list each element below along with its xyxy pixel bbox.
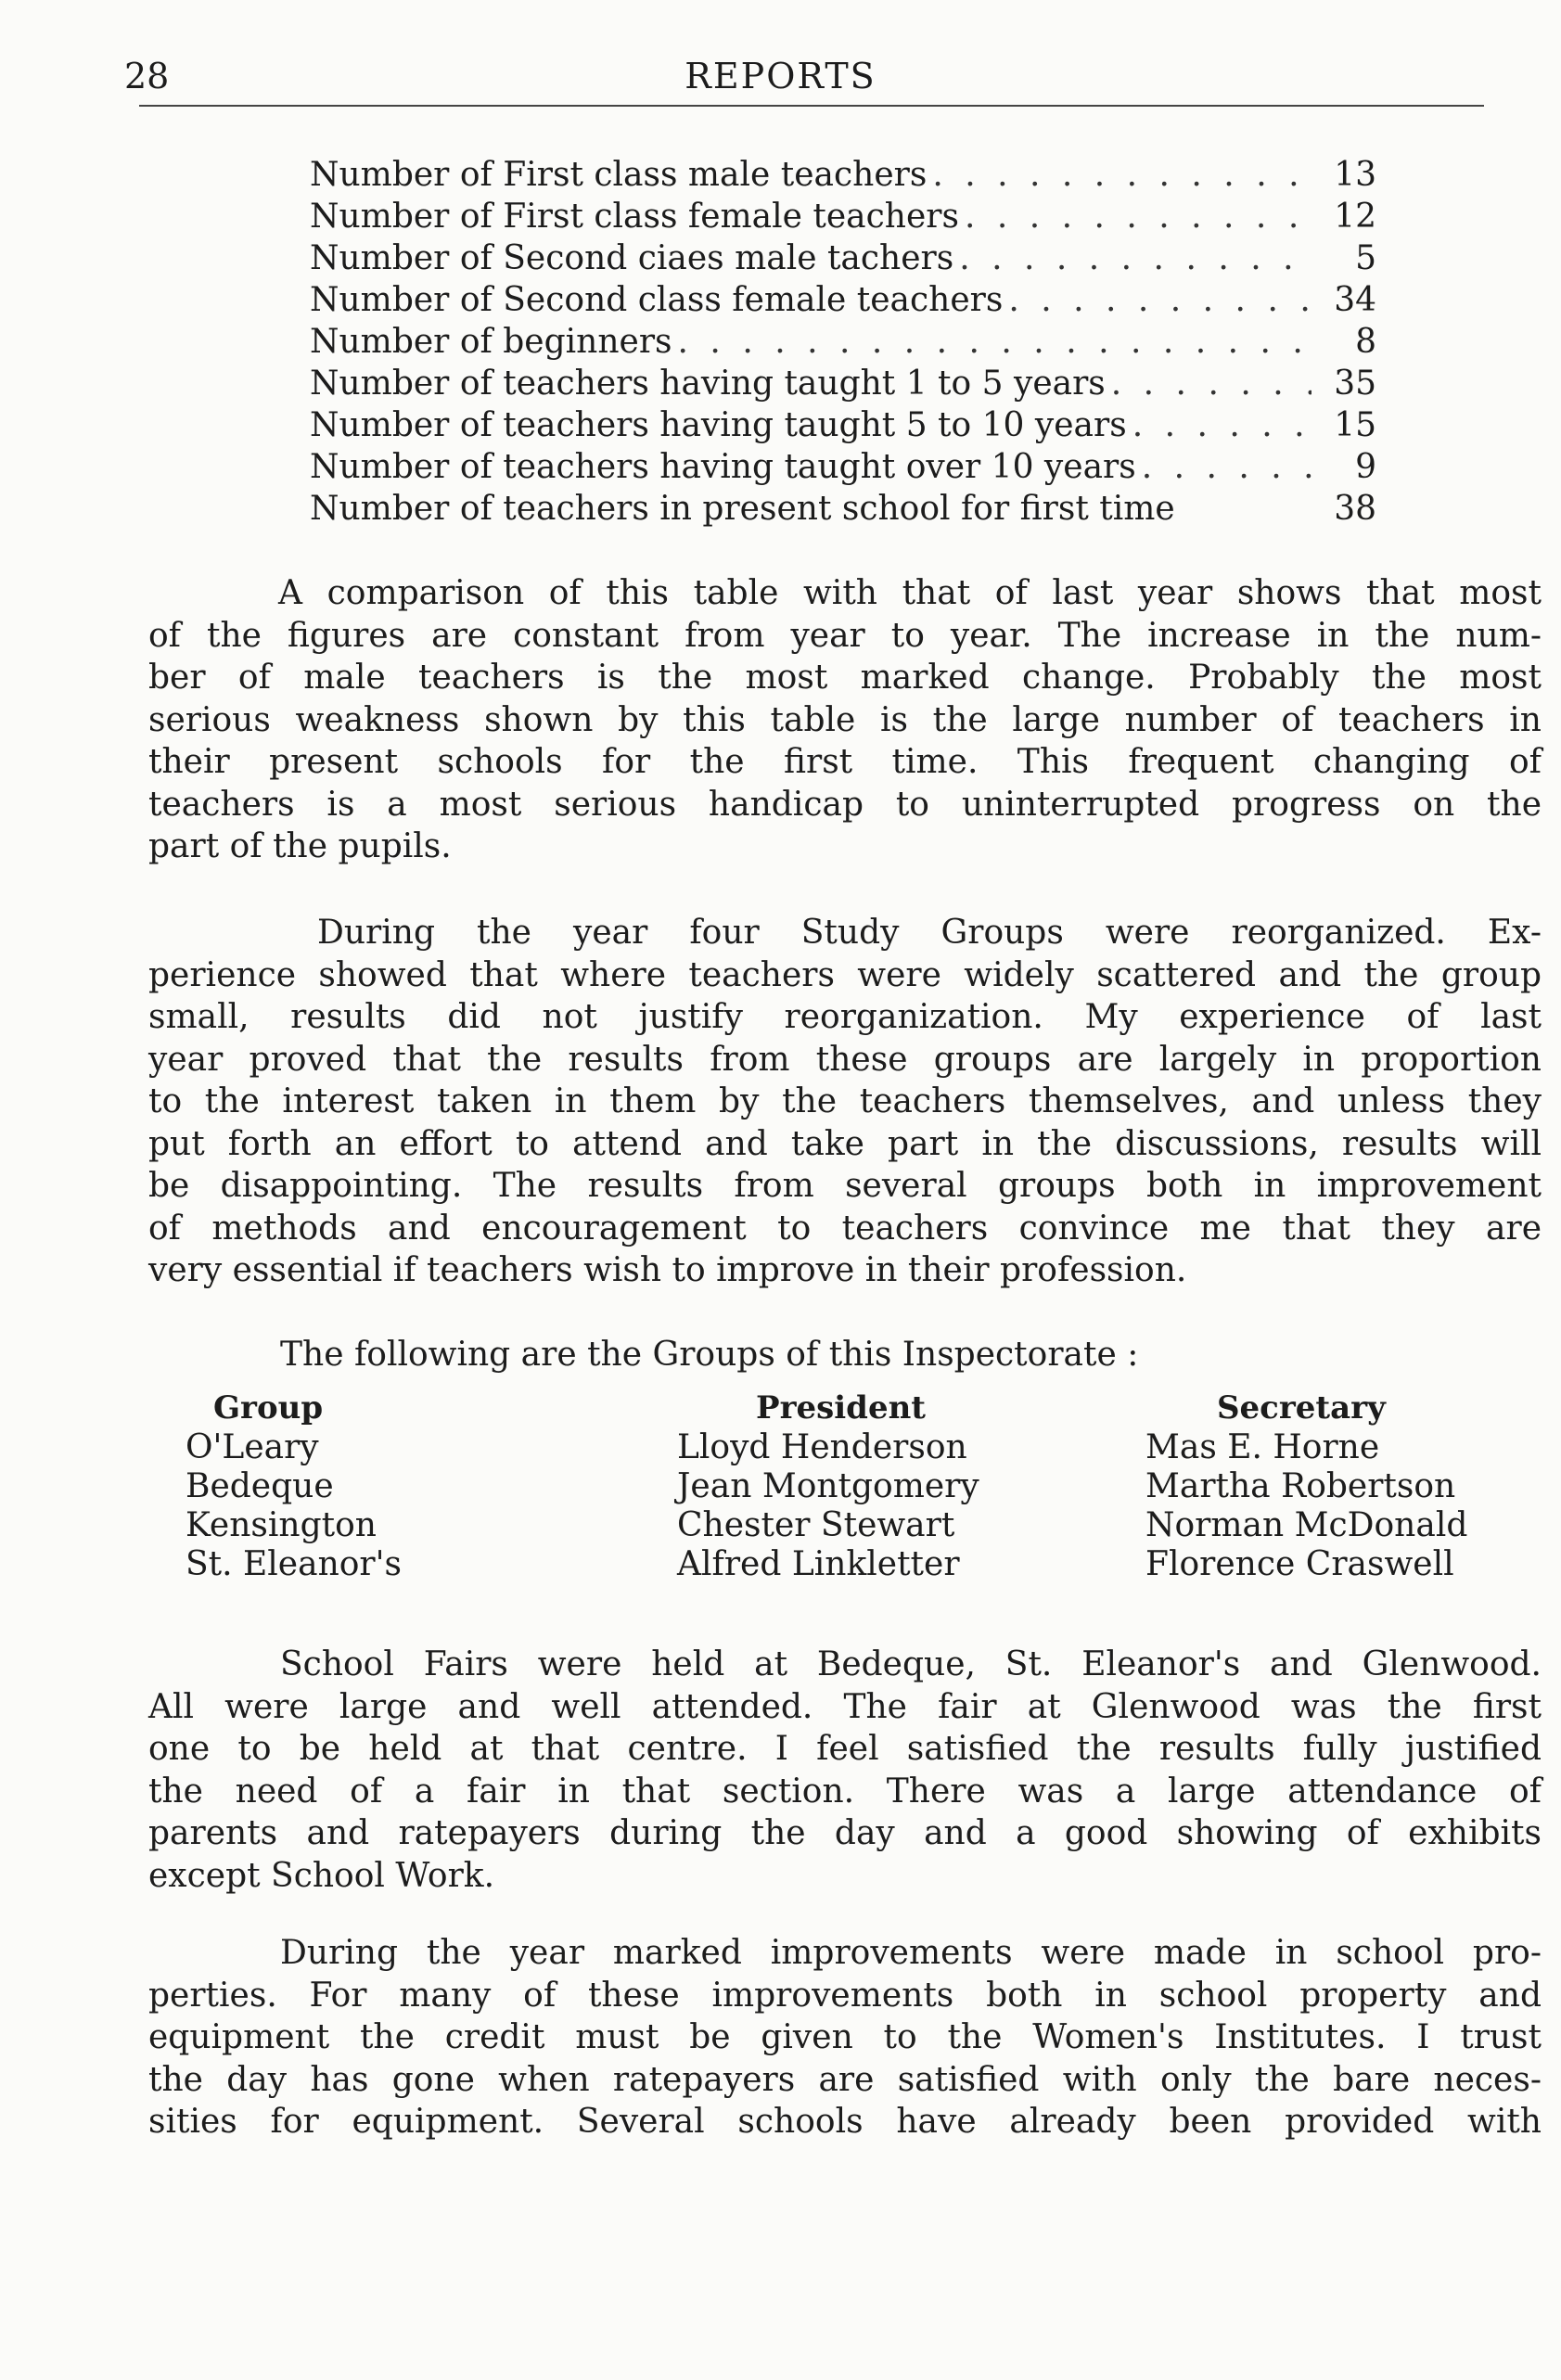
text-line: of methods and encouragement to teachers convince me that they are [148, 1209, 1542, 1248]
stat-row [310, 490, 1376, 531]
column-header-secretary: Secretary [1217, 1389, 1386, 1427]
text-line: be disappointing. The results from several groups both in improvement [148, 1167, 1542, 1205]
stat-row [310, 198, 1376, 239]
text-line: perties. For many of these improvements both in school property and [148, 1976, 1542, 2015]
paragraph-comparison [148, 572, 1542, 868]
text-line: except School Work. [148, 1856, 495, 1895]
leader-dots [1127, 406, 1311, 444]
text-line: During the year marked improvements were made in school pro- [280, 1934, 1542, 1972]
text-line: A comparison of this table with that of last year shows that most [278, 574, 1542, 612]
stat-label: Number of teachers having taught 1 to 5 years [310, 365, 1106, 403]
text-line: sities for equipment. Several schools have already been provided with [148, 2103, 1542, 2141]
column-header-president: President [756, 1389, 926, 1427]
page-header [0, 52, 1561, 104]
leader-dots [959, 198, 1311, 236]
text-line: the need of a fair in that section. There was a large attendance of [148, 1772, 1542, 1811]
stat-label: Number of Second ciaes male tachers [310, 239, 954, 277]
president-name: Chester Stewart [677, 1506, 955, 1544]
text-line: very essential if teachers wish to improve in their profession. [148, 1251, 1187, 1289]
text-line: ber of male teachers is the most marked change. Probably the most [148, 659, 1542, 697]
stat-label: Number of teachers in present school for first time [310, 490, 1175, 528]
text-line: put forth an effort to attend and take part in the discussions, results will [148, 1124, 1542, 1163]
stat-row [310, 448, 1376, 490]
stat-value: 38 [1334, 490, 1376, 528]
stat-value: 34 [1334, 281, 1376, 319]
text-line: their present schools for the first time. This frequent changing of [148, 743, 1542, 781]
president-name: Alfred Linkletter [677, 1545, 960, 1583]
groups-intro: The following are the Groups of this Inspectorate : [280, 1336, 1139, 1374]
paragraph-study-groups [148, 912, 1542, 1292]
leader-dots [1003, 281, 1311, 319]
text-line: teachers is a most serious handicap to uninterrupted progress on the [148, 785, 1542, 824]
stat-value: 13 [1334, 156, 1376, 194]
stat-value: 5 [1355, 239, 1376, 277]
text-line: School Fairs were held at Bedeque, St. Eleanor's and Glenwood. [280, 1645, 1542, 1683]
header-rule [139, 105, 1484, 107]
stat-row [310, 365, 1376, 406]
stat-label: Number of teachers having taught 5 to 10 years [310, 406, 1127, 444]
group-name: St. Eleanor's [186, 1545, 403, 1583]
text-line: During the year four Study Groups were reorganized. Ex- [317, 914, 1542, 952]
leader-dots [953, 239, 1311, 277]
group-name: O'Leary [186, 1428, 319, 1466]
stat-value: 9 [1355, 448, 1376, 486]
text-line: serious weakness shown by this table is the large number of teachers in [148, 700, 1542, 739]
table-row [186, 1467, 1530, 1506]
table-row [186, 1506, 1530, 1545]
group-name: Kensington [186, 1506, 377, 1544]
stat-label: Number of beginners [310, 323, 672, 361]
leader-dots [927, 156, 1311, 194]
text-line: the day has gone when ratepayers are satisfied with only the bare neces- [148, 2060, 1542, 2099]
text-line: part of the pupils. [148, 827, 452, 865]
stat-row [310, 239, 1376, 281]
stat-row [310, 156, 1376, 198]
leader-dots [1106, 365, 1311, 403]
table-header-row [186, 1389, 1530, 1428]
stat-label: Number of Second class female teachers [310, 281, 1004, 319]
president-name: Lloyd Henderson [677, 1428, 967, 1466]
text-line: equipment the credit must be given to the Women's Institutes. I trust [148, 2018, 1542, 2056]
text-line: parents and ratepayers during the day and a good showing of exhibits [148, 1814, 1542, 1852]
table-row [186, 1545, 1530, 1584]
stat-row [310, 281, 1376, 323]
page-number: 28 [124, 56, 170, 96]
leader-dots [672, 323, 1311, 361]
stat-label: Number of teachers having taught over 10 years [310, 448, 1136, 486]
stat-value: 8 [1355, 323, 1376, 361]
president-name: Jean Montgomery [677, 1467, 979, 1505]
secretary-name: Florence Craswell [1145, 1545, 1454, 1583]
stat-label: Number of First class female teachers [310, 198, 959, 236]
stat-value: 15 [1334, 406, 1376, 444]
stat-row [310, 406, 1376, 448]
paragraph-improvements [148, 1932, 1542, 2143]
running-head: REPORTS [685, 56, 876, 96]
table-row [186, 1428, 1530, 1467]
secretary-name: Norman McDonald [1145, 1506, 1468, 1544]
stat-row [310, 323, 1376, 365]
stat-label: Number of First class male teachers [310, 156, 928, 194]
teacher-stats-table [310, 156, 1376, 531]
stat-value: 12 [1334, 198, 1376, 236]
stat-value: 35 [1334, 365, 1376, 403]
column-header-group: Group [213, 1389, 324, 1427]
paragraph-school-fairs [148, 1644, 1542, 1897]
secretary-name: Martha Robertson [1145, 1467, 1456, 1505]
text-line: small, results did not justify reorganization. My experience of last [148, 998, 1542, 1036]
study-groups-table [186, 1389, 1530, 1584]
text-line: to the interest taken in them by the teachers themselves, and unless they [148, 1082, 1542, 1120]
text-line: perience showed that where teachers were widely scattered and the group [148, 955, 1542, 994]
text-line: year proved that the results from these groups are largely in proportion [148, 1040, 1542, 1079]
secretary-name: Mas E. Horne [1145, 1428, 1380, 1466]
leader-dots [1136, 448, 1311, 486]
text-line: All were large and well attended. The fair at Glenwood was the first [148, 1687, 1542, 1726]
text-line: one to be held at that centre. I feel satisfied the results fully justified [148, 1730, 1542, 1768]
group-name: Bedeque [186, 1467, 334, 1505]
text-line: of the figures are constant from year to year. The increase in the num- [148, 616, 1542, 655]
